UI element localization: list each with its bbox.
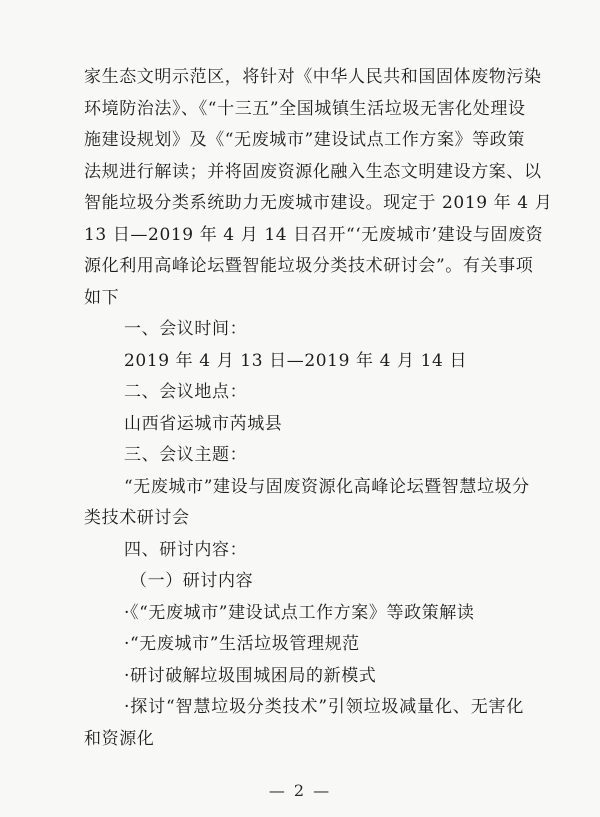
paragraph-line: 家生态文明示范区，将针对《中华人民共和国固体废物污染 — [84, 67, 542, 87]
meeting-theme-line: “无废城市”建设与固废资源化高峰论坛暨智慧垃圾分 — [124, 476, 530, 497]
section-heading-discussion-content: 四、研讨内容： — [124, 539, 248, 560]
section-heading-meeting-location: 二、会议地点： — [124, 382, 248, 402]
paragraph-line: 如下 — [84, 287, 120, 308]
paragraph-line: 源化利用高峰论坛暨智能垃圾分类技术研讨会”。有关事项 — [84, 256, 534, 276]
paragraph-line: 法规进行解读；并将固废资源化融入生态文明建设方案、以 — [84, 161, 542, 182]
meeting-time-value: 2019 年 4 月 13 日—2019 年 4 月 14 日 — [124, 350, 468, 371]
paragraph-line: 智能垃圾分类系统助力无废城市建设。现定于 2019 年 4 月 — [84, 193, 553, 213]
discussion-sub-heading: （一）研讨内容 — [130, 571, 254, 591]
section-heading-meeting-theme: 三、会议主题： — [124, 445, 248, 465]
discussion-item-continued: 和资源化 — [84, 728, 155, 749]
document-body — [84, 62, 553, 755]
meeting-location-value: 山西省运城市芮城县 — [124, 413, 283, 434]
page-number: — 2 — — [268, 781, 332, 800]
discussion-item: ·探讨“智慧垃圾分类技术”引领垃圾减量化、无害化 — [124, 697, 524, 717]
discussion-item: ·研讨破解垃圾围城困局的新模式 — [124, 665, 377, 686]
section-heading-meeting-time: 一、会议时间： — [124, 319, 248, 339]
paragraph-line: 施建设规划》及《“无废城市”建设试点工作方案》等政策 — [84, 130, 525, 150]
meeting-theme-line: 类技术研讨会 — [84, 508, 190, 528]
discussion-item: ·《“无废城市”建设试点工作方案》等政策解读 — [124, 602, 475, 623]
paragraph-line: 13 日—2019 年 4 月 14 日召开“‘无废城市’建设与固废资 — [84, 224, 544, 245]
discussion-item: ·“无废城市”生活垃圾管理规范 — [124, 634, 360, 654]
paragraph-line: 环境防治法》、《“十三五”全国城镇生活垃圾无害化处理设 — [84, 98, 526, 119]
